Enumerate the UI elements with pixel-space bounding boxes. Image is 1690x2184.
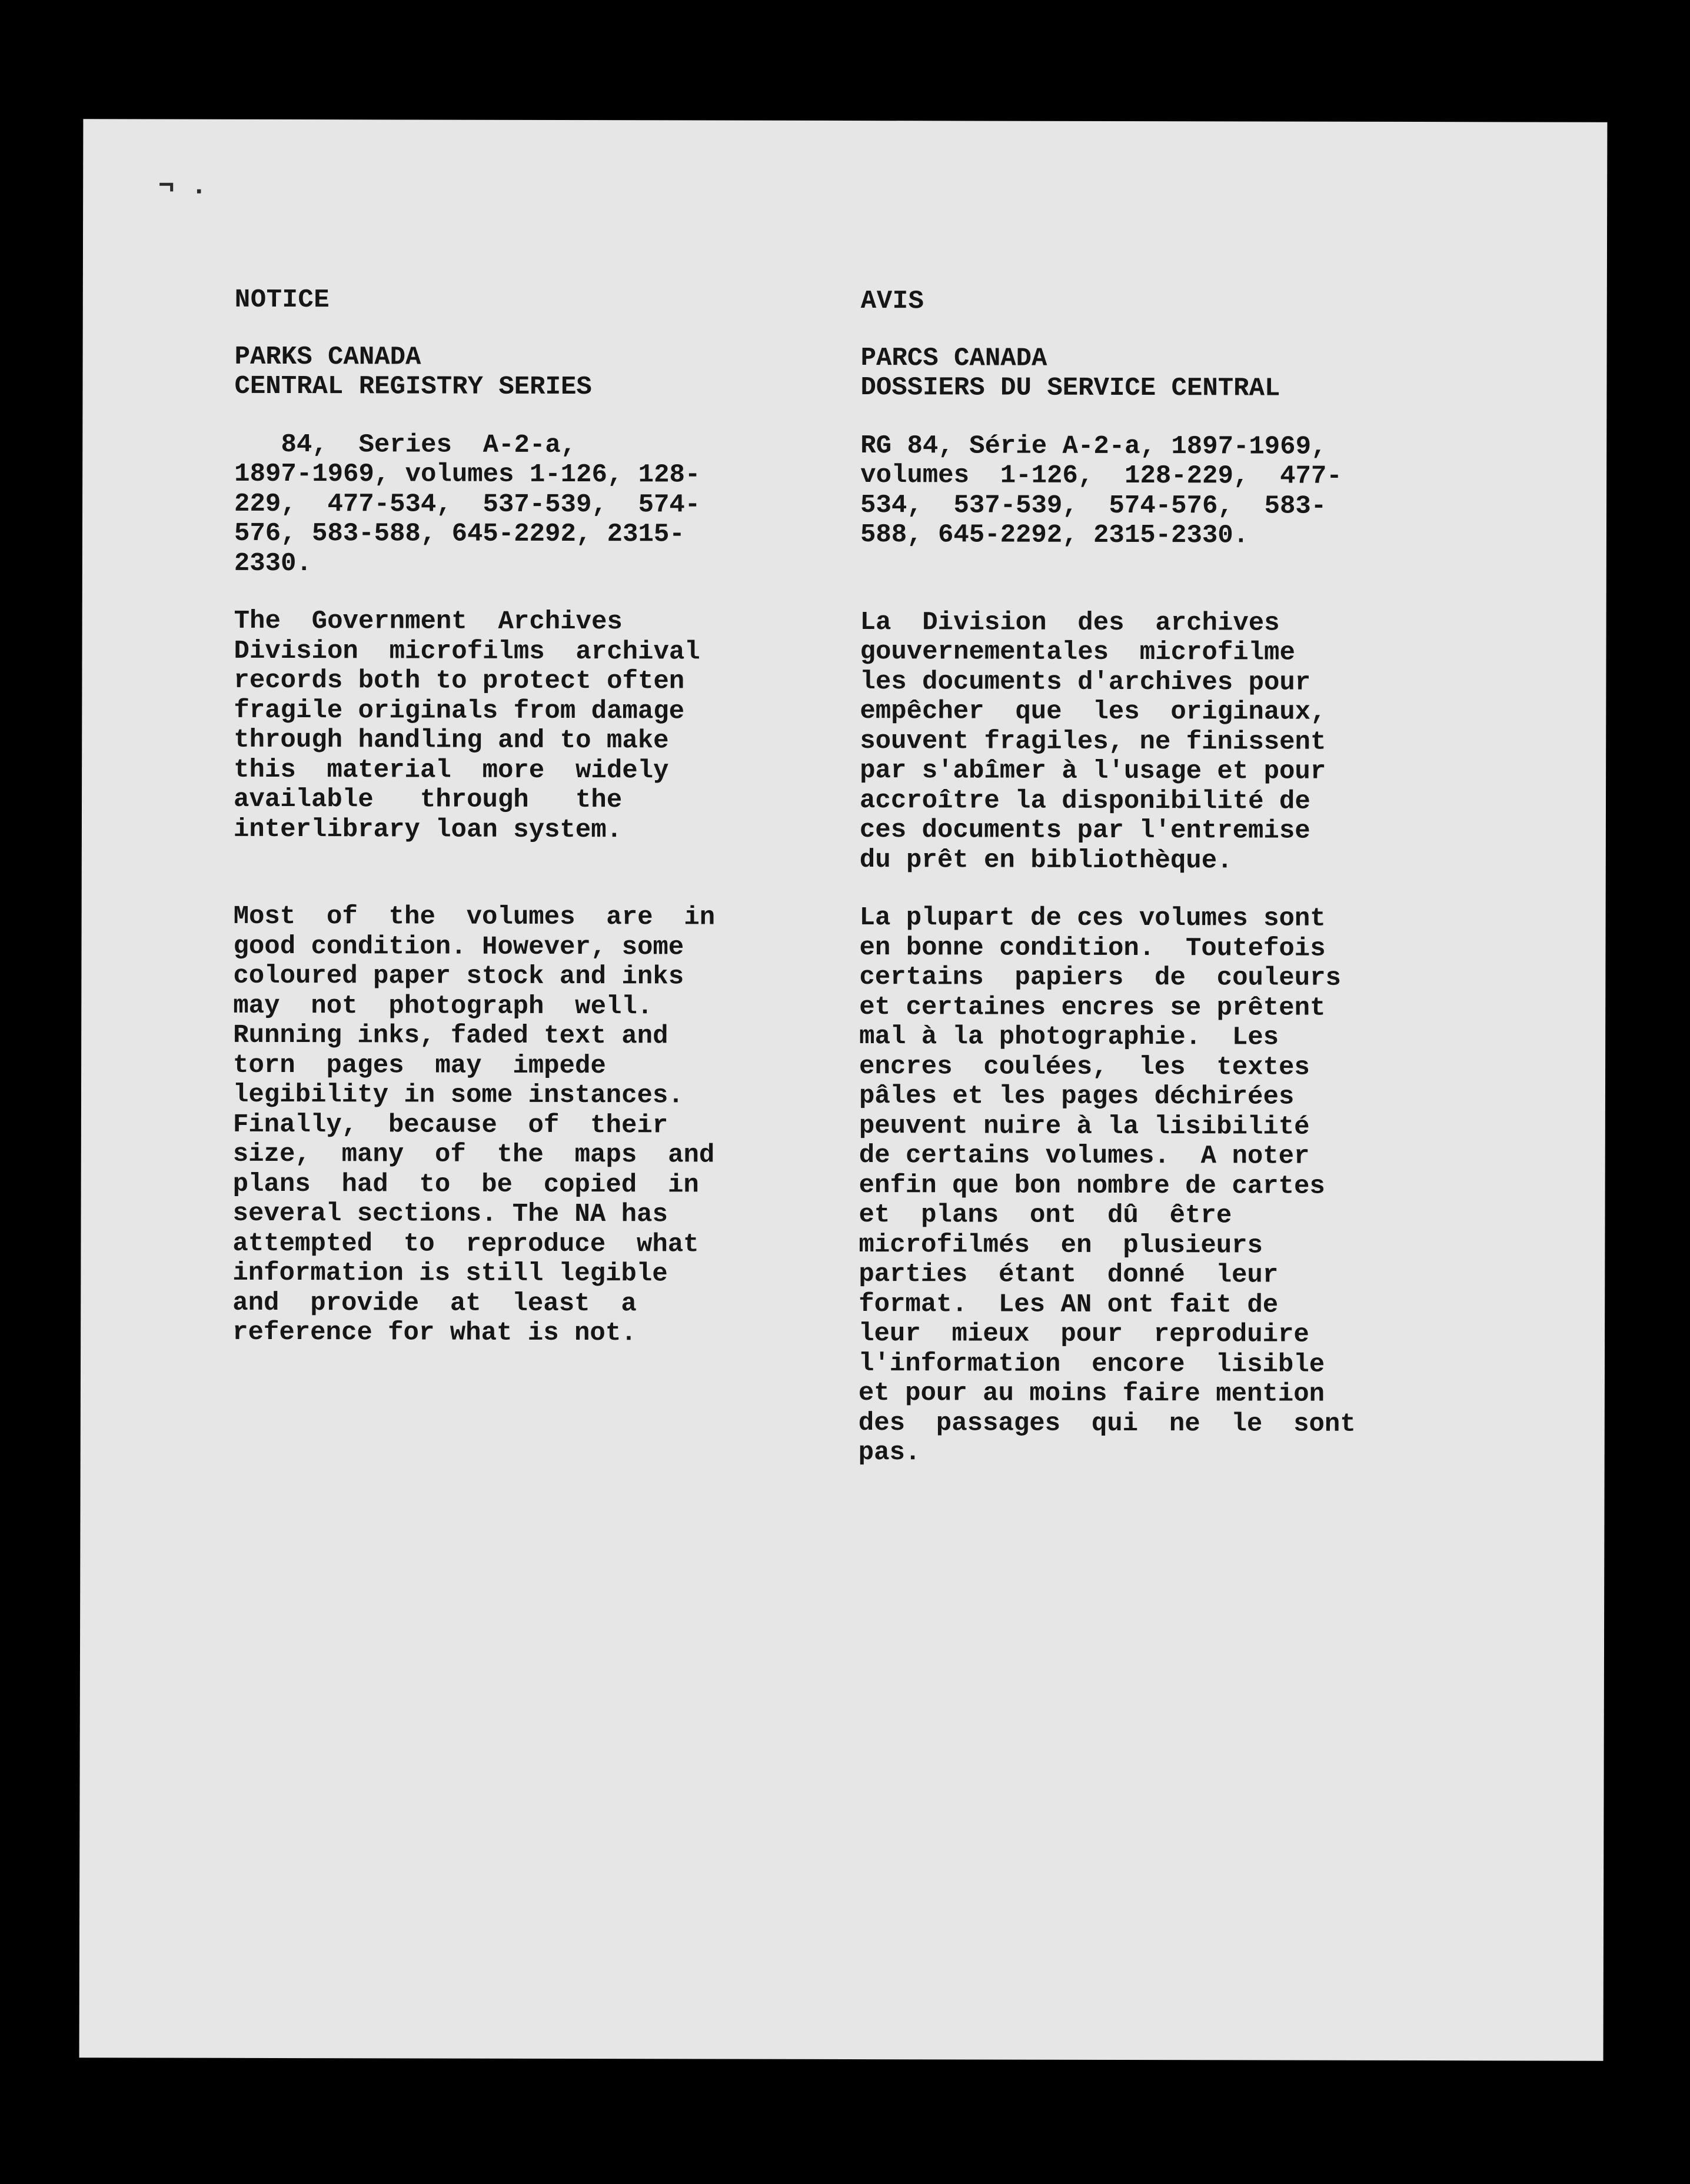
paragraph-line: ces documents par l'entremise — [859, 815, 1310, 846]
paragraph-line: good condition. However, some — [233, 931, 684, 962]
paragraph-line: may not photograph well. — [233, 991, 653, 1021]
paragraph-line: torn pages may impede — [233, 1050, 606, 1081]
paragraph-line: gouvernementales microfilme — [860, 637, 1295, 668]
paragraph-line: microfilmés en plusieurs — [859, 1230, 1263, 1260]
paragraph-line: this material more widely — [234, 755, 669, 785]
paragraph-line: coloured paper stock and inks — [233, 961, 684, 992]
french-series-info — [860, 431, 1413, 551]
paragraph-line: parties étant donné leur — [859, 1260, 1279, 1290]
english-paragraph-1 — [234, 607, 781, 845]
paragraph-line: enfin que bon nombre de cartes — [859, 1170, 1325, 1201]
paragraph-line: Finally, because of their — [232, 1110, 668, 1140]
paragraph-line: empêcher que les originaux, — [860, 697, 1326, 727]
paragraph-line: available through the — [233, 784, 623, 815]
english-series-info — [234, 430, 782, 579]
paragraph-line: mal à la photographie. Les — [859, 1022, 1279, 1053]
paragraph-line: leur mieux pour reproduire — [859, 1319, 1309, 1350]
french-column — [859, 287, 1414, 1469]
paragraph-line: information is still legible — [232, 1258, 668, 1289]
series-line: 534, 537-539, 574-576, 583- — [860, 490, 1327, 521]
paragraph-line: du prêt en bibliothèque. — [859, 845, 1233, 875]
paragraph-line: de certains volumes. A noter — [859, 1141, 1310, 1171]
series-line: 2330. — [234, 548, 312, 578]
series-line: 588, 645-2292, 2315-2330. — [860, 520, 1249, 551]
paragraph-line: size, many of the maps and — [232, 1139, 715, 1170]
paragraph-line: records both to protect often — [234, 665, 685, 697]
paragraph-line: plans had to be copied in — [232, 1169, 699, 1200]
paragraph-line: fragile originals from damage — [234, 695, 685, 726]
paragraph-line: Running inks, faded text and — [233, 1020, 668, 1051]
french-title — [860, 344, 1413, 404]
paragraph-line: La plupart de ces volumes sont — [859, 903, 1326, 934]
series-line: volumes 1-126, 128-229, 477- — [860, 461, 1342, 491]
series-line: RG 84, Série A-2-a, 1897-1969, — [860, 431, 1327, 462]
paragraph-line: par s'abîmer à l'usage et pour — [860, 756, 1326, 787]
paragraph-line: several sections. The NA has — [232, 1198, 668, 1230]
paragraph-line: legibility in some instances. — [232, 1080, 684, 1111]
paragraph-line: Division microfilms archival — [234, 636, 700, 667]
document-page — [79, 119, 1608, 2060]
paragraph-line: souvent fragiles, ne finissent — [860, 726, 1326, 757]
title-line: PARCS CANADA — [860, 343, 1047, 374]
title-line: PARKS CANADA — [234, 342, 421, 372]
paragraph-line: and provide at least a — [232, 1288, 637, 1319]
avis-heading: AVIS — [860, 287, 924, 317]
series-line: 1897-1969, volumes 1-126, 128- — [234, 459, 701, 490]
notice-heading: NOTICE — [234, 285, 330, 315]
paragraph-line: The Government Archives — [234, 606, 623, 637]
paragraph-line: encres coulées, les textes — [859, 1051, 1310, 1083]
paragraph-line: format. Les AN ont fait de — [859, 1289, 1279, 1320]
series-line: 84, Series A-2-a, — [234, 430, 577, 460]
paragraph-line: les documents d'archives pour — [860, 667, 1311, 698]
paragraph-line: Most of the volumes are in — [233, 901, 716, 933]
paragraph-line: des passages qui ne le sont — [858, 1408, 1356, 1439]
french-paragraph-2 — [859, 903, 1413, 1469]
english-title — [234, 342, 781, 402]
paragraph-line: l'information encore lisible — [858, 1349, 1325, 1380]
title-line: DOSSIERS DU SERVICE CENTRAL — [860, 373, 1280, 404]
paragraph-line: interlibrary loan system. — [233, 814, 623, 845]
paragraph-line: reference for what is not. — [232, 1317, 637, 1349]
english-column — [232, 285, 782, 1349]
paragraph-line: attempted to reproduce what — [232, 1228, 699, 1259]
series-line: 576, 583-588, 645-2292, 2315- — [234, 518, 685, 550]
title-line: CENTRAL REGISTRY SERIES — [234, 371, 592, 402]
paragraph-line: pâles et les pages déchirées — [859, 1081, 1295, 1112]
paragraph-line: et plans ont dû être — [859, 1200, 1232, 1231]
corner-scan-mark: ¬ . — [158, 171, 208, 202]
paragraph-line: accroître la disponibilité de — [859, 785, 1310, 817]
paragraph-line: et pour au moins faire mention — [858, 1379, 1325, 1409]
paragraph-line: et certaines encres se prêtent — [859, 992, 1326, 1023]
series-line: 229, 477-534, 537-539, 574- — [234, 489, 701, 520]
paragraph-line: through handling and to make — [234, 725, 669, 756]
english-paragraph-2 — [232, 902, 781, 1349]
paragraph-line: peuvent nuire à la lisibilité — [859, 1111, 1310, 1142]
paragraph-line: La Division des archives — [860, 607, 1280, 638]
paragraph-line: en bonne condition. Toutefois — [859, 933, 1326, 964]
paragraph-line: pas. — [858, 1438, 921, 1468]
paragraph-line: certains papiers de couleurs — [859, 963, 1341, 993]
french-paragraph-1 — [860, 608, 1413, 876]
